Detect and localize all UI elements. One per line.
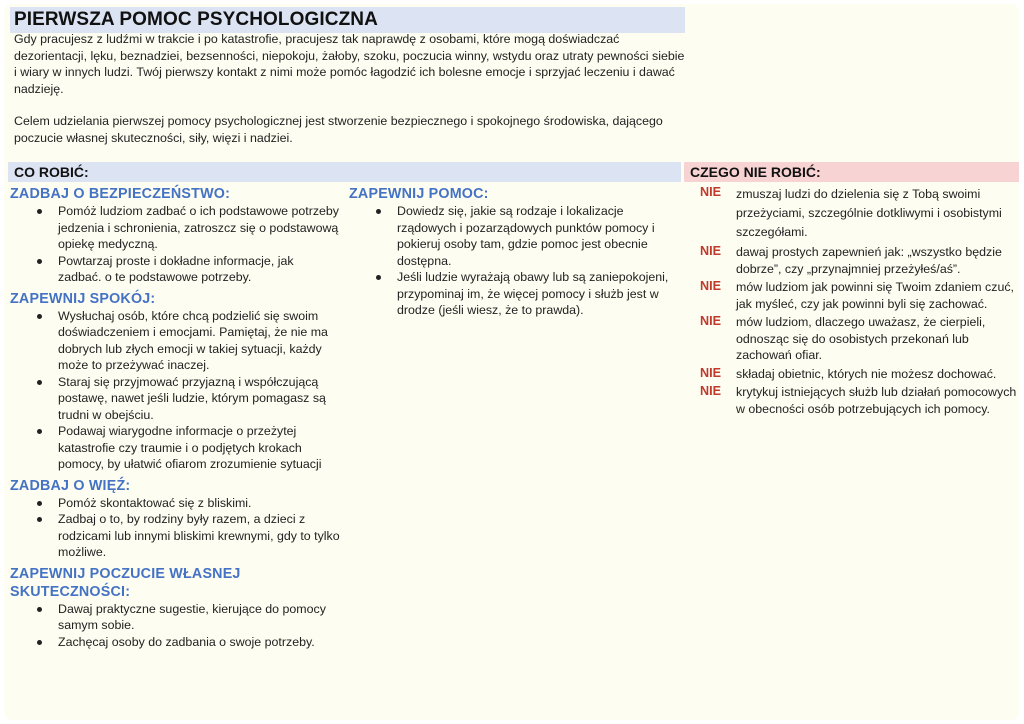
do-column-middle [349,185,683,323]
safety-list [10,203,340,286]
intro-paragraph: Gdy pracujesz z ludźmi w trakcie i po katastrofie, pracujesz tak naprawdę z osobami, które mogą doświadczać dezorientacji, lęku, beznadziei, bezsenności, niepokoju, żałoby, szoku, poczucia winny, wstydu oraz utraty pewności siebie i wiary w innych ludzi. Twój pierwszy kontakt z nimi może pomóc łagodzić ich bolesne emocje i sprzyjać leczeniu i dawać nadzieję. [14,32,685,96]
dont-item-text: mów ludziom, dlaczego uważasz, że cierpieli, odnosząc się do osobistych przekonań lub zachowań ofiar. [736,315,986,362]
dont-item-text: zmuszaj ludzi do dzielenia się z Tobą swoimi przeżyciami, szczególnie dotkliwymi i osobistymi szczegółami. [736,187,1002,239]
section-title-calm: ZAPEWNIJ SPOKÓJ: [10,290,156,307]
section-title-safety: ZADBAJ O BEZPIECZEŃSTWO: [10,186,231,202]
dont-item-text: składaj obietnic, których nie możesz dochować. [736,366,997,381]
list-item: Dowiedz się, jakie są rodzaje i lokalizacje rządowych i pozarządowych punktów pomocy i pokieruj osoby tam, gdzie pomoc jest obecnie dostępna. [397,203,683,269]
list-item: Dawaj praktyczne sugestie, kierujące do pomocy samym sobie. [58,601,340,634]
dont-item-text: dawaj prostych zapewnień jak: „wszystko będzie dobrze”, czy „przynajmniej przeżyłeś/aś”. [736,245,1002,276]
section-title-help: ZAPEWNIJ POMOC: [349,186,489,202]
dont-item-text: mów ludziom jak powinni się Twoim zdaniem czuć, jak myśleć, czy jak powinni byli się zachować. [736,280,1014,311]
list-item: Jeśli ludzie wyrażają obawy lub są zaniepokojeni, przypominaj im, że więcej pomocy i służb jest w drodze (jeśli wiesz, że to prawda). [397,269,683,319]
nie-marker: NIE [700,185,721,199]
document-page [4,4,1019,720]
do-header [8,162,681,182]
efficacy-list [10,601,340,651]
help-list [349,203,683,319]
dont-item [692,366,1019,383]
dont-column [692,185,1019,419]
section-title-connection: ZADBAJ O WIĘŹ: [10,477,131,494]
calm-list [10,308,340,473]
dont-item [692,244,1019,277]
list-item: Zachęcaj osoby do zadbania o swoje potrzeby. [58,634,340,651]
dont-item [692,185,1019,242]
dont-item-text: krytykuj istniejących służb lub działań pomocowych w obecności osób potrzebujących ich pomocy. [736,385,1017,416]
dont-item [692,314,1019,364]
nie-marker: NIE [700,314,721,328]
nie-marker: NIE [700,279,721,293]
dont-item [692,384,1019,417]
list-item: Powtarzaj proste i dokładne informacje, jak zadbać. o te podstawowe potrzeby. [58,253,340,286]
do-column-left [10,185,340,654]
nie-marker: NIE [700,365,721,380]
list-item: Wysłuchaj osób, które chcą podzielić się swoim doświadczeniem i emocjami. Pamiętaj, że nie ma dobrych lub złych emocji w takiej sytuacji, każdy może to przeżywać inaczej. [58,308,340,374]
nie-marker: NIE [700,244,721,258]
nie-marker: NIE [700,384,721,398]
list-item: Staraj się przyjmować przyjazną i współczującą postawę, nawet jeśli ludzie, którym pomagasz są trudni w obejściu. [58,374,340,424]
goal-paragraph: Celem udzielania pierwszej pomocy psychologicznej jest stworzenie bezpiecznego i spokojnego środowiska, dającego poczucie własnej skuteczności, siły, więzi i nadziei. [14,114,663,145]
page-title: PIERWSZA POMOC PSYCHOLOGICZNA [14,9,378,30]
dont-header [684,162,1019,182]
connection-list [10,495,340,561]
section-title-efficacy: ZAPEWNIJ POCZUCIE WŁASNEJ SKUTECZNOŚCI: [10,565,241,600]
dont-item [692,279,1019,312]
list-item: Pomóż ludziom zadbać o ich podstawowe potrzeby jedzenia i schronienia, zatroszcz się o podstawową opiekę medyczną. [58,204,340,251]
dont-header-label: CZEGO NIE ROBIĆ: [690,164,821,180]
list-item: Pomóż skontaktować się z bliskimi. [58,495,340,512]
list-item: Zadbaj o to, by rodziny były razem, a dzieci z rodzicami lub innymi bliskimi krewnymi, gdy to tylko możliwe. [58,512,340,559]
do-header-label: CO ROBIĆ: [14,164,89,180]
list-item: Podawaj wiarygodne informacje o przeżytej katastrofie czy traumie i o podjętych krokach pomocy, by ułatwić ofiarom zrozumienie sytuacji [58,423,340,473]
